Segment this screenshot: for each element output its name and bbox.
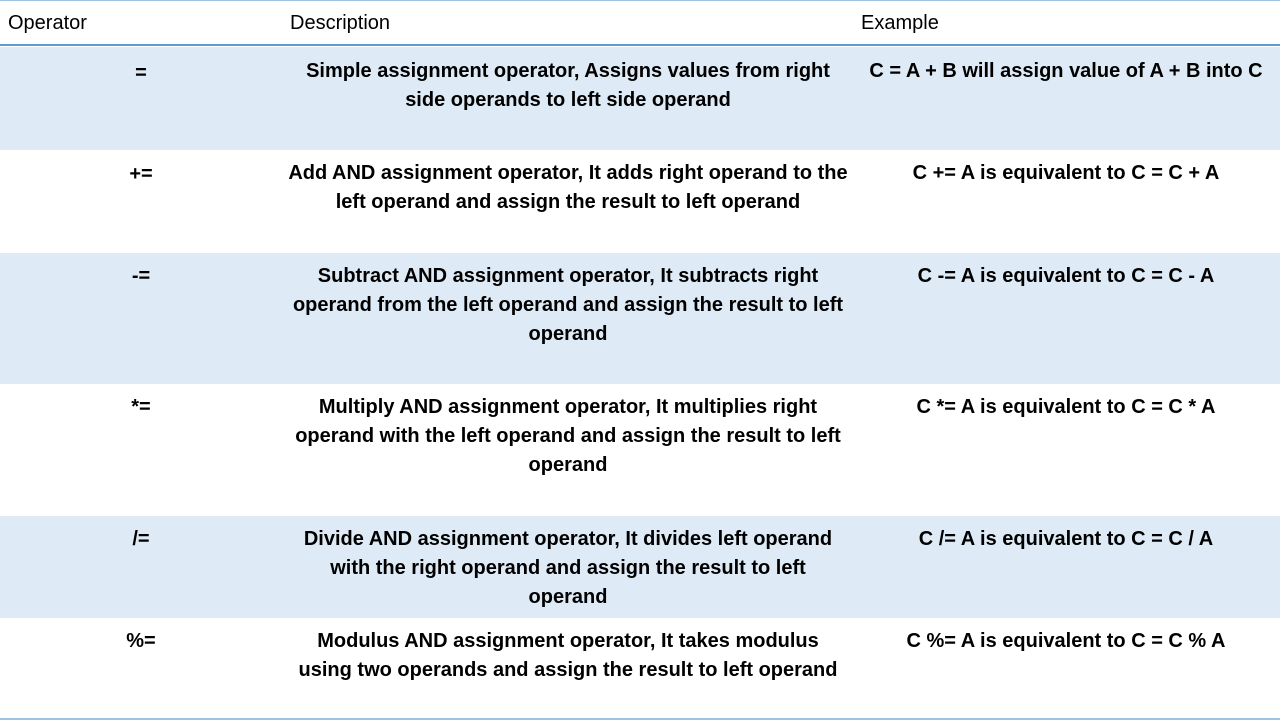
operator-cell: *= xyxy=(131,396,151,418)
description-cell: Multiply AND assignment operator, It multiplies right operand with the left operand and assign the result to left operand xyxy=(295,396,841,476)
table-header-row xyxy=(0,1,1280,46)
example-cell: C += A is equivalent to C = C + A xyxy=(912,162,1220,184)
description-cell: Simple assignment operator, Assigns values from right side operands to left side operand xyxy=(306,60,830,111)
description-cell: Add AND assignment operator, It adds right operand to the left operand and assign the result to left operand xyxy=(288,162,848,213)
operator-cell: -= xyxy=(131,265,151,287)
table-row xyxy=(0,618,1280,718)
table-row xyxy=(0,253,1280,384)
operator-cell: %= xyxy=(126,630,156,652)
operator-cell: /= xyxy=(132,528,150,550)
description-cell: Subtract AND assignment operator, It subtracts right operand from the left operand and assign the result to left operand xyxy=(292,265,844,345)
example-cell: C *= A is equivalent to C = C * A xyxy=(916,396,1216,418)
operator-cell: = xyxy=(135,62,147,84)
description-cell: Divide AND assignment operator, It divides left operand with the right operand and assign the result to left operand xyxy=(303,528,833,608)
table-row xyxy=(0,47,1280,150)
table-row xyxy=(0,150,1280,253)
table-row xyxy=(0,516,1280,618)
example-cell: C -= A is equivalent to C = C - A xyxy=(917,265,1215,287)
example-cell: C /= A is equivalent to C = C / A xyxy=(918,528,1214,550)
table-row xyxy=(0,384,1280,516)
example-cell: C %= A is equivalent to C = C % A xyxy=(906,630,1226,652)
description-cell: Modulus AND assignment operator, It takes modulus using two operands and assign the result to left operand xyxy=(298,630,838,681)
header-example: Example xyxy=(861,12,939,34)
operator-cell: += xyxy=(129,163,153,185)
header-operator: Operator xyxy=(8,12,87,34)
example-cell: C = A + B will assign value of A + B into C xyxy=(869,60,1263,82)
header-description: Description xyxy=(290,12,391,34)
